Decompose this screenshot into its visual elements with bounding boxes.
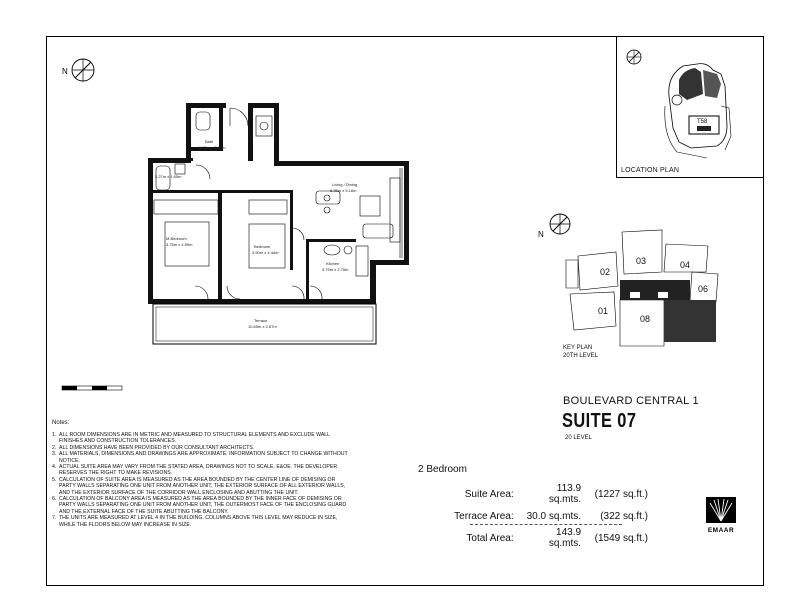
key-unit-label: 03 — [636, 256, 647, 266]
brand-name: EMAAR — [707, 527, 735, 534]
room-label: Living / Dining — [332, 182, 358, 187]
location-tower-label: T58 — [697, 119, 708, 125]
room-label: Kitchen — [326, 261, 340, 266]
scale-bar — [62, 386, 122, 390]
notes-list — [52, 432, 352, 528]
room-size: 2.27m x 1.65m — [155, 174, 182, 179]
location-compass-icon — [627, 50, 641, 64]
area-row: Suite Area: 113.9 sq.mts. (1227 sq.ft.) — [464, 483, 648, 505]
note-item: 2. ALL DIMENSIONS HAVE BEEN PROVIDED BY OUR CONSULTANT ARCHITECTS. — [52, 444, 255, 451]
key-unit-label: 02 — [600, 267, 611, 277]
note-item: 5. CALCULATION OF SUITE AREA IS MEASURED AS THE AREA BOUNDED BY THE CENTER LINE OF DEMISING OR PARTY WALLS SEPARATING ONE UNIT FROM ANOTHER UNIT, THE EXTERIOR SURFACE OF ALL EXTERIOR WALLS, AND THE EXTERIOR SURFACE OF THE CORRIDOR WALL ENCLOSING AND ABUTTING THE UNIT. — [52, 476, 346, 496]
key-unit-label: 06 — [698, 284, 709, 294]
key-unit-label: 01 — [598, 306, 609, 316]
floor-plan — [0, 0, 560, 400]
note-item: 4. ACTUAL SUITE AREA MAY VARY FROM THE STATED AREA, DRAWINGS NOT TO SCALE. E&OE. THE DEVELOPER RESERVES THE RIGHT TO MAKE REVISIONS. — [52, 464, 338, 477]
room-size: 3.50m x 4.44m — [252, 250, 279, 255]
area-summary — [418, 464, 648, 549]
key-unit-label: 08 — [640, 314, 651, 324]
area-row: Total Area: 143.9 sq.mts. (1549 sq.ft.) — [466, 527, 648, 549]
notes-title: Notes: — [52, 420, 70, 426]
suite-number: SUITE 07 — [562, 410, 637, 432]
room-size: 10.65m x 2.87m — [248, 324, 277, 329]
room-label: Bath — [205, 139, 214, 144]
room-label: Terrace — [254, 318, 268, 323]
location-plan-box — [616, 36, 764, 178]
emaar-logo — [704, 495, 738, 535]
note-item: 1. ALL ROOM DIMENSIONS ARE IN METRIC AND MEASURED TO STRUCTURAL ELEMENTS AND EXCLUDE WALL FINISHES AND CONSTRUCTION TOLERANCES. — [52, 432, 330, 445]
room-size: 6.35m x 5.16m — [330, 188, 357, 193]
note-item: 3. ALL MATERIALS, DIMENSIONS AND DRAWINGS ARE APPROXIMATE. INFORMATION SUBJECT TO CHANGE WITHOUT NOTICE. — [52, 451, 348, 464]
total-divider — [470, 524, 622, 525]
room-size: 3.75m x 2.75m — [322, 267, 349, 272]
room-size: 1.52m x 2.60m — [199, 145, 226, 150]
note-item: 7. THE UNITS ARE MEASURED AT LEVEL 4 IN THE BUILDING. COLUMNS ABOVE THIS LEVEL MAY REDUCE IN SIZE, WHILE THE FLOORS BELOW MAY INCREASE IN SIZE. — [52, 515, 338, 528]
key-compass-icon — [538, 214, 570, 239]
key-plan-level: 20TH LEVEL — [563, 353, 599, 359]
key-unit-label: 04 — [680, 260, 691, 270]
location-plan-drawing — [617, 36, 763, 176]
key-north-label: N — [538, 230, 544, 239]
key-plan-label — [563, 344, 598, 360]
area-row: Terrace Area: 30.0 sq.mts. (322 sq.ft.) — [454, 510, 648, 522]
room-label: M.Bedroom — [166, 236, 187, 241]
key-plan-title: KEY PLAN — [563, 345, 593, 351]
key-plan — [530, 200, 730, 350]
level-label: 20 LEVEL — [565, 435, 593, 441]
room-label: Bedroom — [254, 244, 271, 249]
bedroom-count: 2 Bedroom — [418, 464, 467, 475]
note-item: 6. CALCULATION OF BALCONY AREA IS MEASURED AS THE AREA BOUNDED BY THE INNER FACE OF DEMISING OR PARTY WALLS SEPARATING ONE UNIT FROM ANOTHER UNIT, THE OUTERMOST FACE OF THE ENCLOSING GUARD AND THE EXTERNAL FACE OF THE SUITE ABUTTING THE BALCONY. — [52, 496, 347, 515]
location-plan-label: LOCATION PLAN — [621, 167, 680, 174]
project-name: BOULEVARD CENTRAL 1 — [563, 395, 699, 407]
north-label: N — [62, 67, 68, 76]
room-size: 3.75m x 4.59m — [166, 242, 193, 247]
north-compass-icon — [62, 59, 94, 81]
